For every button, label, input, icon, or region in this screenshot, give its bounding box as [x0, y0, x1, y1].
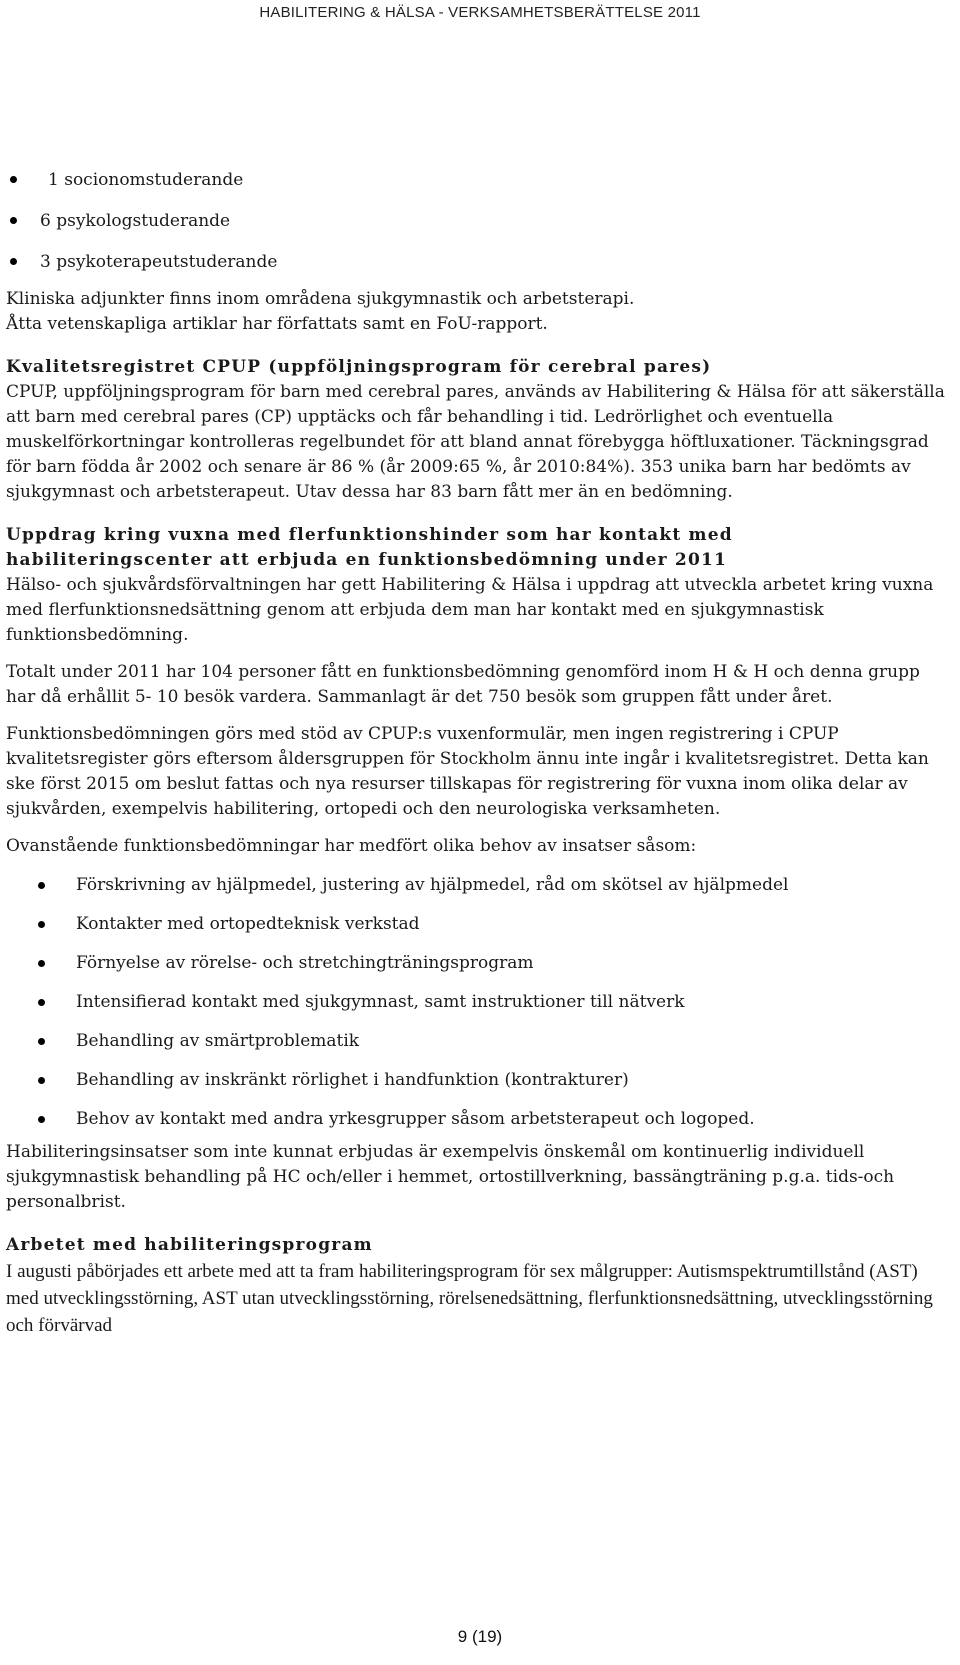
list-item: Förnyelse av rörelse- och stretchingträningsprogram [6, 951, 946, 975]
intro-line: Åtta vetenskapliga artiklar har författats samt en FoU-rapport. [6, 314, 548, 334]
section-cpup [6, 355, 946, 505]
section-heading: Arbetet med habiliteringsprogram [6, 1235, 373, 1255]
section-paragraph: Funktionsbedömningen görs med stöd av CPUP:s vuxenformulär, men ingen registrering i CPUP kvalitetsregister görs eftersom åldersgruppen för Stockholm ännu inte ingår i kvalitetsregistret. Detta kan ske först 2015 om beslut fattas och nya resurser tillskapas för registrering för vuxna inom olika delar av sjukvården, exempelvis habilitering, ortopedi och den neurologiska verksamheten. [6, 724, 929, 819]
section-paragraph: Habiliteringsinsatser som inte kunnat erbjudas är exempelvis önskemål om kontinuerlig individuell sjukgymnastisk behandling på HC och/eller i hemmet, ortostillverkning, bassängträning p.g.a. tids-och personalbrist. [6, 1142, 895, 1212]
list-item: 1 socionomstuderande [6, 170, 946, 190]
section-vuxna [6, 523, 946, 1215]
section-paragraph: Totalt under 2011 har 104 personer fått en funktionsbedömning genomförd inom H & H och denna grupp har då erhållit 5- 10 besök vardera. Sammanlagt är det 750 besök som gruppen fått under året. [6, 662, 920, 707]
section-heading: Kvalitetsregistret CPUP (uppföljningsprogram för cerebral pares) [6, 357, 712, 377]
page-body [6, 170, 946, 1339]
section-heading: Uppdrag kring vuxna med flerfunktionshinder som har kontakt med habiliteringscenter att erbjuda en funktionsbedömning under 2011 [6, 525, 733, 570]
section-paragraph: Hälso- och sjukvårdsförvaltningen har gett Habilitering & Hälsa i uppdrag att utveckla arbetet kring vuxna med flerfunktionsnedsättning genom att erbjuda dem man har kontakt med en sjukgymnastisk funktionsbedömning. [6, 575, 934, 645]
list-item: Behandling av inskränkt rörlighet i handfunktion (kontrakturer) [6, 1068, 946, 1092]
student-list [6, 170, 946, 272]
needs-list [6, 873, 946, 1131]
list-item: 6 psykologstuderande [6, 211, 946, 231]
section-paragraph: I augusti påbörjades ett arbete med att ta fram habiliteringsprogram för sex målgrupper: Autismspektrumtillstånd (AST) med utvecklingsstörning, AST utan utvecklingsstörning, rörelsenedsättning, flerfunktionsnedsättning, utvecklingsstörning och förvärvad [6, 1261, 933, 1336]
list-item: Förskrivning av hjälpmedel, justering av hjälpmedel, råd om skötsel av hjälpmedel [6, 873, 946, 897]
section-paragraph: Ovanstående funktionsbedömningar har medfört olika behov av insatser såsom: [6, 836, 697, 856]
page-number: 9 (19) [457, 1627, 503, 1646]
list-item: Behov av kontakt med andra yrkesgrupper såsom arbetsterapeut och logoped. [6, 1107, 946, 1131]
list-item: Intensifierad kontakt med sjukgymnast, samt instruktioner till nätverk [6, 990, 946, 1014]
list-item: 3 psykoterapeutstuderande [6, 252, 946, 272]
section-paragraph: CPUP, uppföljningsprogram för barn med cerebral pares, används av Habilitering & Hälsa för att säkerställa att barn med cerebral pares (CP) upptäcks och får behandling i tid. Ledrörlighet och eventuella muskelförkortningar kontrolleras regelbundet för att bland annat förebygga höftluxationer. Täckningsgrad för barn födda år 2002 och senare är 86 % (år 2009:65 %, år 2010:84%). 353 unika barn har bedömts av sjukgymnast och arbetsterapeut. Utav dessa har 83 barn fått mer än en bedömning. [6, 382, 945, 502]
section-habiliteringsprogram [6, 1233, 946, 1339]
list-item: Behandling av smärtproblematik [6, 1029, 946, 1053]
list-item: Kontakter med ortopedteknisk verkstad [6, 912, 946, 936]
intro-line: Kliniska adjunkter finns inom områdena sjukgymnastik och arbetsterapi. [6, 289, 635, 309]
document-header: HABILITERING & HÄLSA - VERKSAMHETSBERÄTTELSE 2011 [259, 4, 701, 21]
